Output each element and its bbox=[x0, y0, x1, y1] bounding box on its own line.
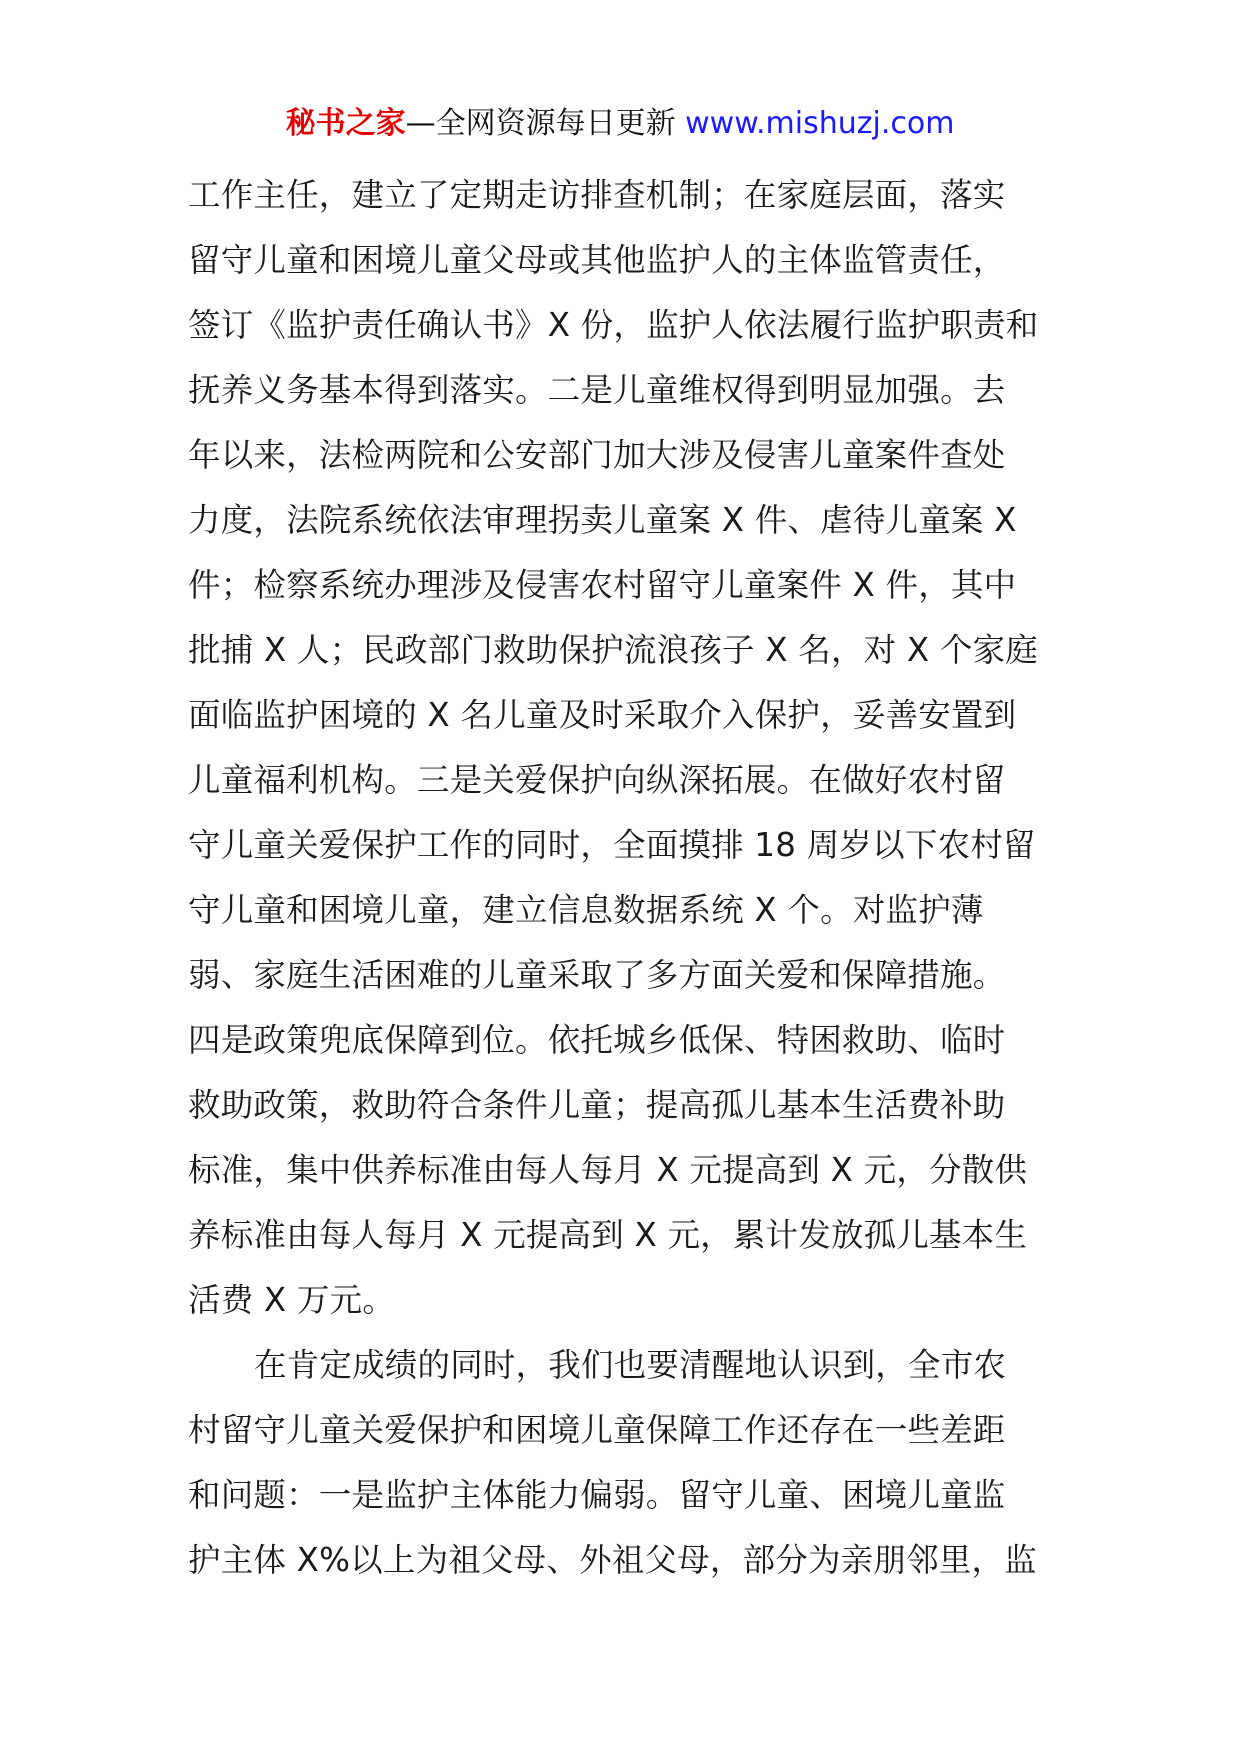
page-header bbox=[0, 104, 1240, 144]
text-line: 和问题：一是监护主体能力偏弱。留守儿童、困境儿童监 bbox=[188, 1476, 1006, 1514]
text-line: 救助政策，救助符合条件儿童；提高孤儿基本生活费补助 bbox=[188, 1086, 1006, 1124]
text-line: 养标准由每人每月 X 元提高到 X 元，累计发放孤儿基本生 bbox=[188, 1216, 1028, 1254]
website-link[interactable]: www.mishuzj.com bbox=[685, 106, 955, 141]
paragraph-first-line: 在肯定成绩的同时，我们也要清醒地认识到，全市农 bbox=[254, 1346, 1007, 1384]
header-tagline: —全网资源每日更新 bbox=[405, 106, 686, 141]
text-line: 活费 X 万元。 bbox=[188, 1281, 396, 1319]
text-line: 儿童福利机构。三是关爱保护向纵深拓展。在做好农村留 bbox=[188, 761, 1006, 799]
text-line: 守儿童和困境儿童，建立信息数据系统 X 个。对监护薄 bbox=[188, 891, 984, 929]
text-line: 工作主任，建立了定期走访排查机制；在家庭层面，落实 bbox=[188, 176, 1006, 214]
text-line: 留守儿童和困境儿童父母或其他监护人的主体监管责任， bbox=[188, 241, 1006, 279]
brand-name: 秘书之家 bbox=[285, 106, 406, 141]
text-line: 村留守儿童关爱保护和困境儿童保障工作还存在一些差距 bbox=[188, 1411, 1006, 1449]
text-line: 弱、家庭生活困难的儿童采取了多方面关爱和保障措施。 bbox=[188, 956, 1006, 994]
text-line: 守儿童关爱保护工作的同时，全面摸排 18 周岁以下农村留 bbox=[188, 826, 1036, 864]
text-line: 四是政策兜底保障到位。依托城乡低保、特困救助、临时 bbox=[188, 1021, 1006, 1059]
document-body bbox=[188, 163, 1068, 1593]
text-line: 力度，法院系统依法审理拐卖儿童案 X 件、虐待儿童案 X bbox=[188, 501, 1017, 539]
text-line: 年以来，法检两院和公安部门加大涉及侵害儿童案件查处 bbox=[188, 436, 1006, 474]
text-line: 抚养义务基本得到落实。二是儿童维权得到明显加强。去 bbox=[188, 371, 1006, 409]
text-line: 签订《监护责任确认书》X 份，监护人依法履行监护职责和 bbox=[188, 306, 1039, 344]
text-line: 护主体 X%以上为祖父母、外祖父母，部分为亲朋邻里，监 bbox=[188, 1541, 1037, 1579]
text-line: 件；检察系统办理涉及侵害农村留守儿童案件 X 件，其中 bbox=[188, 566, 1017, 604]
text-line: 标准，集中供养标准由每人每月 X 元提高到 X 元，分散供 bbox=[188, 1151, 1028, 1189]
text-line: 批捕 X 人；民政部门救助保护流浪孩子 X 名，对 X 个家庭 bbox=[188, 631, 1038, 669]
text-line: 面临监护困境的 X 名儿童及时采取介入保护，妥善安置到 bbox=[188, 696, 1017, 734]
